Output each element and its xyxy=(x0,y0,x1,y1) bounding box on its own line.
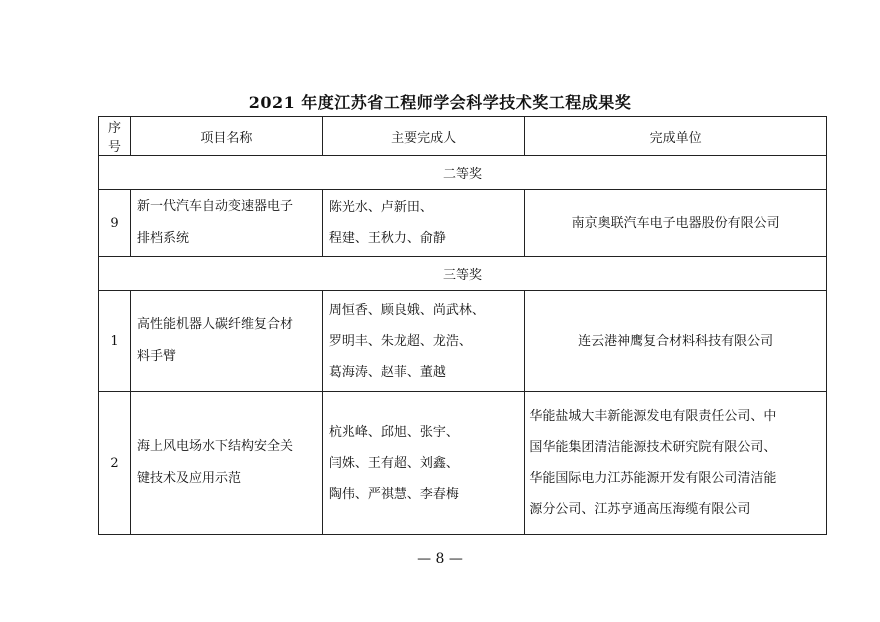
row-contributors: 周恒香、顾良娥、尚武林、 罗明丰、朱龙超、龙浩、 葛海涛、赵菲、董越 xyxy=(322,291,525,392)
row-organization: 连云港神鹰复合材料科技有限公司 xyxy=(525,291,827,392)
header-no: 序号 xyxy=(99,117,131,156)
header-project-name: 项目名称 xyxy=(130,117,322,156)
grade-label: 三等奖 xyxy=(99,257,827,291)
row-contributors: 杭兆峰、邱旭、张宇、 闫姝、王有超、刘鑫、 陶伟、严祺慧、李春梅 xyxy=(322,392,525,535)
row-organization: 南京奥联汽车电子电器股份有限公司 xyxy=(525,190,827,257)
row-no: 9 xyxy=(99,190,131,257)
table-row xyxy=(99,392,827,535)
document-title: 2021 年度江苏省工程师学会科学技术奖工程成果奖 xyxy=(248,93,632,112)
row-no: 2 xyxy=(99,392,131,535)
table-row xyxy=(99,291,827,392)
table-header-row xyxy=(99,117,827,156)
page-number: — 8 — xyxy=(417,551,463,567)
grade-row-third xyxy=(99,257,827,291)
row-project-name: 新一代汽车自动变速器电子 排档系统 xyxy=(130,190,322,257)
row-project-name: 海上风电场水下结构安全关 键技术及应用示范 xyxy=(130,392,322,535)
grade-label: 二等奖 xyxy=(99,156,827,190)
grade-row-second xyxy=(99,156,827,190)
row-contributors: 陈光水、卢新田、 程建、王秋力、俞静 xyxy=(322,190,525,257)
row-project-name: 高性能机器人碳纤维复合材 料手臂 xyxy=(130,291,322,392)
row-organization: 华能盐城大丰新能源发电有限责任公司、中 国华能集团清洁能源技术研究院有限公司、 华能国际电力江苏能源开发有限公司清洁能 源分公司、江苏亨通高压海缆有限公司 xyxy=(525,392,827,535)
header-main-contributors: 主要完成人 xyxy=(322,117,525,156)
table-row xyxy=(99,190,827,257)
header-organization: 完成单位 xyxy=(525,117,827,156)
awards-table xyxy=(98,116,827,535)
row-no: 1 xyxy=(99,291,131,392)
